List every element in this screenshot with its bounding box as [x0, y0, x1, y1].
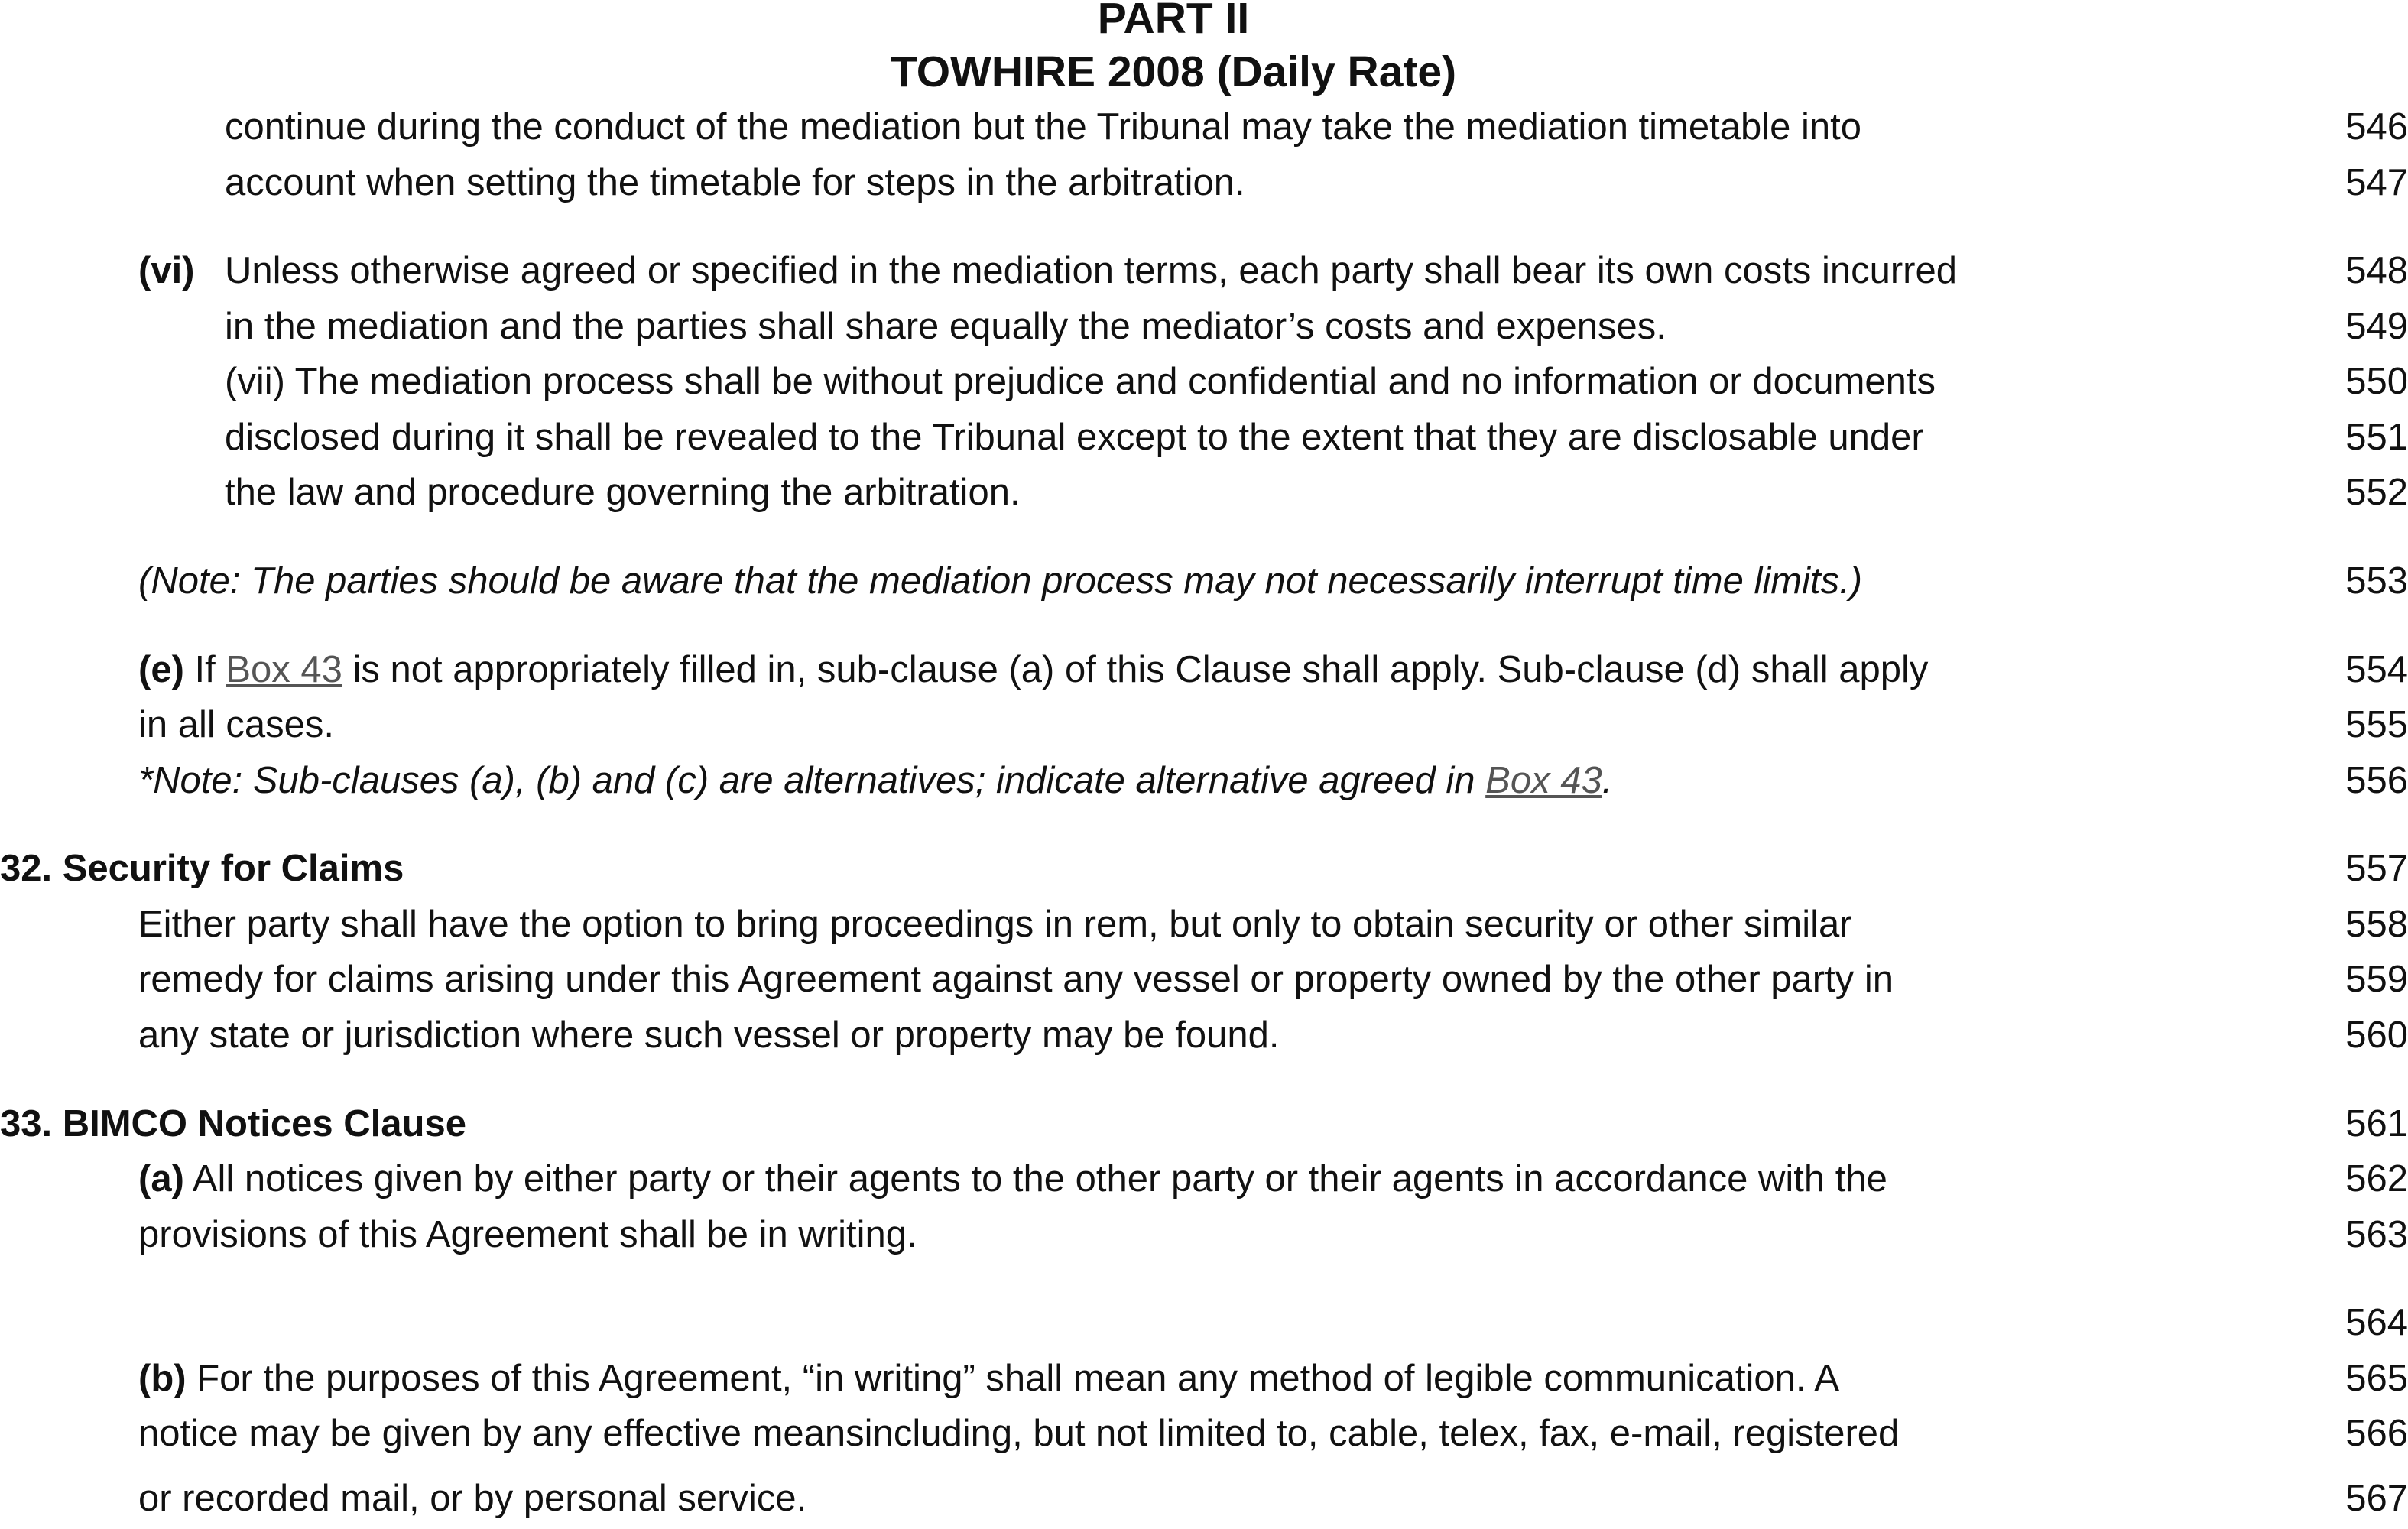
line-number: 566	[2345, 1413, 2408, 1454]
line-number: 557	[2345, 848, 2408, 889]
line-number: 546	[2345, 106, 2408, 148]
body-text-line: the law and procedure governing the arbitration.	[225, 472, 1021, 513]
body-text-line: remedy for claims arising under this Agreement against any vessel or property owned by the other party in	[138, 959, 1894, 1000]
line-number: 551	[2345, 417, 2408, 458]
line-number: 564	[2345, 1302, 2408, 1343]
body-text-line: disclosed during it shall be revealed to the Tribunal except to the extent that they are disclosable under	[225, 417, 1924, 458]
box-43-link[interactable]: Box 43	[1485, 760, 1602, 801]
line-number: 549	[2345, 306, 2408, 347]
alternatives-note: *Note: Sub-clauses (a), (b) and (c) are alternatives; indicate alternative agreed in Box 43.	[138, 760, 1613, 801]
body-text-line: in all cases.	[138, 704, 335, 745]
subclause-label: (b)	[138, 1358, 187, 1399]
body-text-line: continue during the conduct of the mediation but the Tribunal may take the mediation timetable into	[225, 106, 1861, 148]
line-number: 563	[2345, 1214, 2408, 1255]
line-number: 547	[2345, 162, 2408, 203]
body-text-line: or recorded mail, or by personal service.	[138, 1478, 807, 1519]
line-number: 562	[2345, 1158, 2408, 1200]
line-number: 548	[2345, 250, 2408, 291]
line-number: 567	[2345, 1478, 2408, 1519]
part-title: PART II	[1097, 0, 1250, 43]
body-text-line: (a) All notices given by either party or their agents to the other party or their agents in accordance with the	[138, 1158, 1887, 1200]
body-text-line: notice may be given by any effective meansincluding, but not limited to, cable, telex, fax, e-mail, registered	[138, 1413, 1900, 1454]
clause-heading-security: 32. Security for Claims	[0, 848, 404, 889]
body-text-line: account when setting the timetable for steps in the arbitration.	[225, 162, 1245, 203]
body-text-line: (b) For the purposes of this Agreement, “in writing” shall mean any method of legible communication. A	[138, 1358, 1840, 1399]
subclause-label: (e)	[138, 649, 184, 690]
line-number: 559	[2345, 959, 2408, 1000]
body-text-line: Unless otherwise agreed or specified in the mediation terms, each party shall bear its own costs incurred	[225, 250, 1957, 291]
body-text-line: (e) If Box 43 is not appropriately filled in, sub-clause (a) of this Clause shall apply. Sub-clause (d) shall apply	[138, 649, 1929, 690]
line-number: 561	[2345, 1103, 2408, 1144]
subclause-label: (vi)	[138, 250, 195, 291]
body-text-line: provisions of this Agreement shall be in writing.	[138, 1214, 917, 1255]
line-number: 553	[2345, 560, 2408, 602]
document-title: TOWHIRE 2008 (Daily Rate)	[890, 47, 1457, 96]
clause-heading-notices: 33. BIMCO Notices Clause	[0, 1103, 466, 1144]
line-number: 550	[2345, 361, 2408, 402]
body-text-line: in the mediation and the parties shall share equally the mediator’s costs and expenses.	[225, 306, 1666, 347]
line-number: 558	[2345, 904, 2408, 945]
subclause-label: (a)	[138, 1158, 184, 1200]
line-number: 552	[2345, 472, 2408, 513]
body-text-line: any state or jurisdiction where such vessel or property may be found.	[138, 1014, 1280, 1056]
mediation-note: (Note: The parties should be aware that the mediation process may not necessarily interrupt time limits.)	[138, 560, 1863, 602]
line-number: 565	[2345, 1358, 2408, 1399]
line-number: 556	[2345, 760, 2408, 801]
line-number: 554	[2345, 649, 2408, 690]
line-number: 560	[2345, 1014, 2408, 1056]
body-text-line: (vii) The mediation process shall be without prejudice and confidential and no information or documents	[225, 361, 1936, 402]
line-number: 555	[2345, 704, 2408, 745]
box-43-link[interactable]: Box 43	[226, 649, 342, 690]
body-text-line: Either party shall have the option to bring proceedings in rem, but only to obtain security or other similar	[138, 904, 1852, 945]
